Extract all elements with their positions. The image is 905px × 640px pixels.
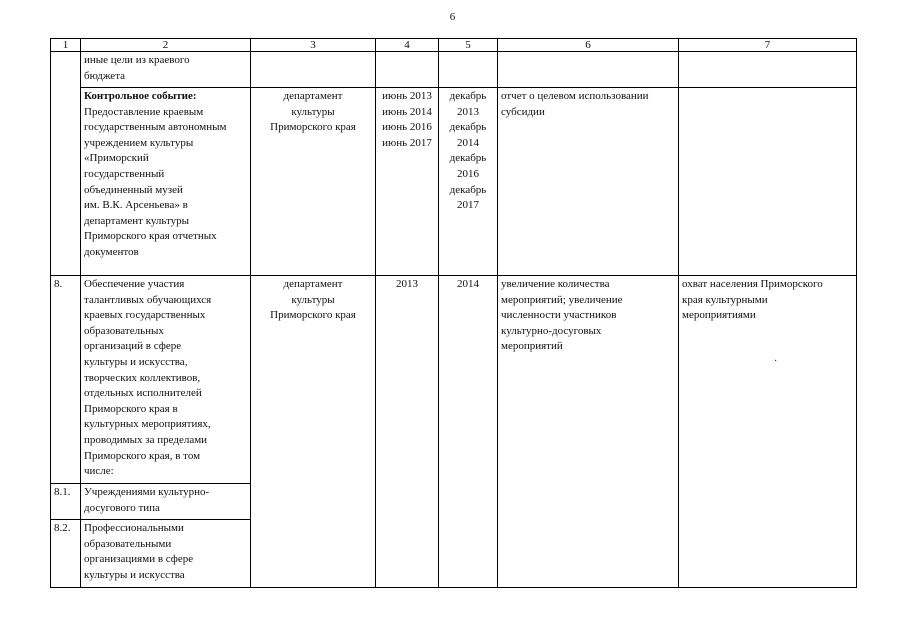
table-row [51,88,857,276]
row-number-cell: 8.1. [51,484,81,520]
header-col-6: 6 [498,39,679,52]
empty-cell [439,52,498,88]
indicator-cell [679,88,857,276]
activity-description: Обеспечение участия талантливых обучающихся краевых государственных образовательных организаций в сфере культуры и искусства, творческих коллективов, отдельных исполнителей Приморского края в культурных мероприятиях, проводимых за пределами Приморского края, в том числе: [81,276,251,484]
empty-cell [498,52,679,88]
header-col-1: 1 [51,39,81,52]
result-cell: увеличение количества мероприятий; увеличение численности участников культурно-досуговых мероприятий [498,276,679,588]
event-text: Предоставление краевым государственным автономным учреждением культуры «Приморский государственный объединенный музей им. В.К. Арсеньева» в департамент культуры Приморского края отчетных документов [84,105,227,258]
header-row [51,39,857,52]
end-date-cell: декабрь 2013 декабрь 2014 декабрь 2016 декабрь 2017 [439,88,498,276]
plan-table [50,38,857,588]
header-col-5: 5 [439,39,498,52]
event-description [81,88,251,276]
end-date-cell: 2014 [439,276,498,588]
start-date-cell: июнь 2013 июнь 2014 июнь 2016 июнь 2017 [376,88,439,276]
result-cell: отчет о целевом использовании субсидии [498,88,679,276]
table-row [51,276,857,484]
header-col-7: 7 [679,39,857,52]
row-number-cell: 8.2. [51,520,81,588]
header-col-4: 4 [376,39,439,52]
table-row [51,52,857,88]
row-number-cell: 8. [51,276,81,484]
stray-mark: · [774,356,778,367]
empty-cell [251,52,376,88]
empty-cell [376,52,439,88]
executor-cell: департамент культуры Приморского края [251,88,376,276]
empty-cell [679,52,857,88]
sub-activity-description: Профессиональными образовательными организациями в сфере культуры и искусства [81,520,251,588]
sub-activity-description: Учреждениями культурно- досугового типа [81,484,251,520]
indicator-cell: охват населения Приморского края культурными мероприятиями [679,276,857,588]
header-col-2: 2 [81,39,251,52]
executor-cell: департамент культуры Приморского края [251,276,376,588]
start-date-cell: 2013 [376,276,439,588]
header-col-3: 3 [251,39,376,52]
event-title: Контрольное событие: [84,90,197,102]
continuation-text: иные цели из краевого бюджета [81,52,251,88]
row-number-cell [51,52,81,276]
page-number: 6 [449,11,456,23]
